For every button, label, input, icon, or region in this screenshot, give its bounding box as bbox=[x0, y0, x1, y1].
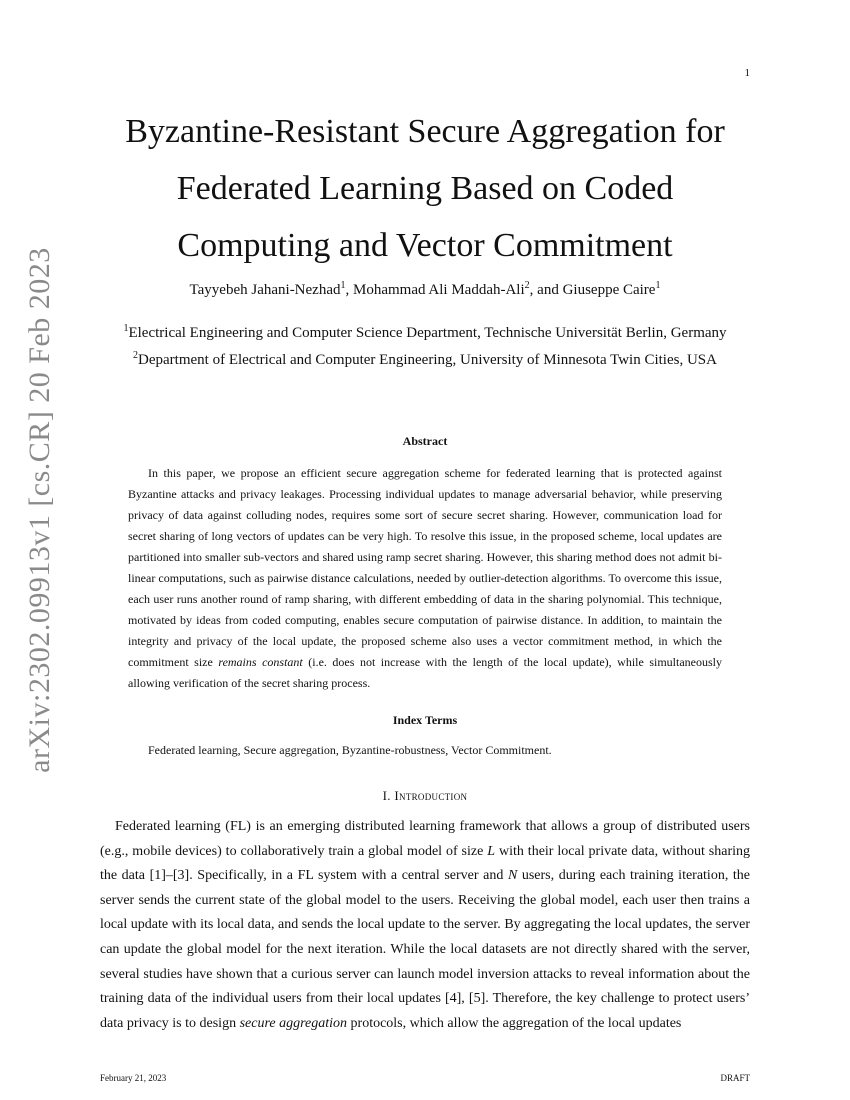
math-variable: N bbox=[507, 868, 518, 884]
page-number: 1 bbox=[744, 67, 750, 79]
author-list bbox=[100, 282, 750, 299]
body-text: protocols, which allow the aggregation of the local updates bbox=[347, 1015, 682, 1031]
author-separator: , bbox=[345, 282, 353, 298]
author-affiliation-mark: 1 bbox=[655, 280, 661, 291]
footer-status: DRAFT bbox=[720, 1073, 750, 1083]
index-terms-heading: Index Terms bbox=[392, 713, 458, 727]
arxiv-stamp: arXiv:2302.09913v1 [cs.CR] 20 Feb 2023 bbox=[23, 247, 56, 773]
abstract-body bbox=[128, 463, 722, 694]
affiliation-list bbox=[100, 320, 750, 374]
body-emphasis: secure aggregation bbox=[239, 1015, 348, 1031]
author-affiliation-mark: 2 bbox=[524, 280, 530, 291]
index-terms: Federated learning, Secure aggregation, Byzantine-robustness, Vector Commitment. bbox=[148, 743, 552, 757]
author-name: Tayyebeh Jahani-Nezhad bbox=[189, 282, 341, 298]
affiliation-text: Electrical Engineering and Computer Science Department, Technische Universität Berlin, Germany bbox=[128, 325, 727, 341]
section-title: Introduction bbox=[394, 788, 468, 803]
author-affiliation-mark: 1 bbox=[340, 280, 346, 291]
abstract-heading: Abstract bbox=[402, 434, 448, 448]
abstract-text: In this paper, we propose an efficient secure aggregation scheme for federated learning that is protected against Byzantine attacks and privacy leakages. Processing individual updates to manage adversarial behavior, while preserving privacy of data against colluding nodes, requires some sort of secure secret sharing. However, communication load for secret sharing of long vectors of updates can be very high. To resolve this issue, in the proposed scheme, local updates are partitioned into smaller sub-vectors and shared using ramp secret sharing. However, this sharing method does not admit bi-linear computations, such as pairwise distance calculations, needed by outlier-detection algorithms. To overcome this issue, each user runs another round of ramp sharing, with different embedding of data in the sharing polynomial. This technique, motivated by ideas from coded computing, enables secure computation of pairwise distance. In addition, to maintain the integrity and privacy of the local update, the proposed scheme also uses a vector commitment method, in which the commitment size bbox=[128, 466, 722, 669]
body-text: users, during each training iteration, the server sends the current state of the global model to the users. Receiving the global model, each user then trains a local update with its local data, and sends the local update to the server. By aggregating the local updates, the server can update the global model for the next iteration. While the local datasets are not directly shared with the server, several studies have shown that a curious server can launch model inversion attacks to reveal information about the training data of the individual users from their local updates [4], [5]. Therefore, the key challenge to protect users’ data privacy is to design bbox=[100, 868, 751, 1031]
paper-title: Byzantine-Resistant Secure Aggregation for Federated Learning Based on Coded Computing and Vector Commitment bbox=[125, 113, 725, 264]
affiliation-text: Department of Electrical and Computer Engineering, University of Minnesota Twin Cities, USA bbox=[138, 352, 717, 368]
section-numeral: I. bbox=[382, 788, 391, 803]
intro-paragraph bbox=[100, 815, 750, 1036]
body-text: with their local private data, without sharing the data [1]–[3]. Specifically, in a FL system with a central server and bbox=[100, 843, 750, 884]
affiliation-mark: 2 bbox=[133, 350, 139, 361]
author-separator: , and bbox=[529, 282, 563, 298]
abstract-emphasis: remains constant bbox=[218, 655, 303, 669]
body-text: Federated learning (FL) is an emerging distributed learning framework that allows a group of distributed users (e.g., mobile devices) to collaboratively train a global model of size bbox=[100, 819, 750, 859]
author-name: Giuseppe Caire bbox=[562, 282, 656, 298]
math-variable: L bbox=[487, 843, 496, 859]
section-heading bbox=[100, 788, 750, 804]
abstract-text: (i.e. does not increase with the length of the local update), while simultaneously allowing verification of the secret sharing process. bbox=[128, 655, 723, 690]
author-name: Mohammad Ali Maddah-Ali bbox=[353, 282, 525, 298]
affiliation-mark: 1 bbox=[123, 323, 129, 334]
affiliation bbox=[100, 347, 750, 374]
footer-date: February 21, 2023 bbox=[100, 1073, 167, 1083]
affiliation bbox=[100, 320, 750, 347]
